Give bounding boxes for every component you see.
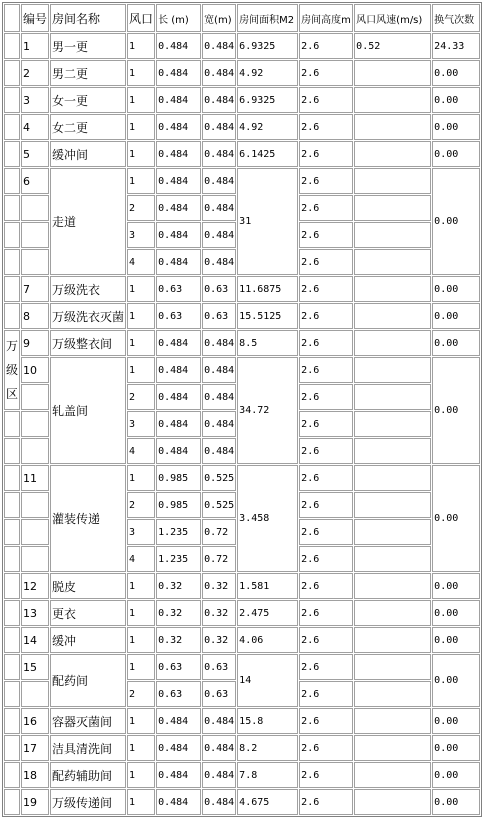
table-row xyxy=(4,33,480,59)
room-no: 14 xyxy=(21,627,49,653)
room-height: 2.6 xyxy=(299,735,353,761)
air-changes: 0.00 xyxy=(432,141,480,167)
room-no: 11 xyxy=(21,465,49,491)
room-area: 34.72 xyxy=(237,357,298,464)
vent-length: 0.484 xyxy=(156,330,201,356)
air-changes: 0.00 xyxy=(432,465,480,572)
room-height: 2.6 xyxy=(299,492,353,518)
room-height: 2.6 xyxy=(299,195,353,221)
vent-speed-empty xyxy=(354,222,431,248)
table-row xyxy=(4,789,480,815)
vent-width: 0.484 xyxy=(202,168,236,194)
table-row xyxy=(4,708,480,734)
vent-length: 1.235 xyxy=(156,519,201,545)
room-no xyxy=(21,222,49,248)
vent-no: 2 xyxy=(127,195,155,221)
vent-width: 0.484 xyxy=(202,60,236,86)
vent-speed xyxy=(354,141,431,167)
vent-width: 0.32 xyxy=(202,573,236,599)
vent-speed xyxy=(354,654,431,680)
vent-length: 0.484 xyxy=(156,114,201,140)
col-header-width: 宽(m) xyxy=(202,4,236,32)
vent-speed-empty xyxy=(354,519,431,545)
vent-length: 1.235 xyxy=(156,546,201,572)
room-height: 2.6 xyxy=(299,114,353,140)
vent-speed xyxy=(354,708,431,734)
room-height: 2.6 xyxy=(299,411,353,437)
table-row xyxy=(4,762,480,788)
room-height: 2.6 xyxy=(299,465,353,491)
zone-cell xyxy=(4,141,20,167)
vent-length: 0.484 xyxy=(156,141,201,167)
vent-speed-empty xyxy=(354,411,431,437)
room-height: 2.6 xyxy=(299,330,353,356)
table-row xyxy=(4,627,480,653)
vent-speed xyxy=(354,114,431,140)
vent-no: 3 xyxy=(127,411,155,437)
room-name: 更衣 xyxy=(50,600,126,626)
vent-length: 0.484 xyxy=(156,708,201,734)
room-no xyxy=(21,492,49,518)
air-changes: 0.00 xyxy=(432,600,480,626)
vent-no: 2 xyxy=(127,681,155,707)
vent-speed xyxy=(354,600,431,626)
zone-cell xyxy=(4,492,20,518)
room-area: 6.1425 xyxy=(237,141,298,167)
vent-speed xyxy=(354,303,431,329)
room-height: 2.6 xyxy=(299,438,353,464)
zone-cell xyxy=(4,681,20,707)
vent-width: 0.484 xyxy=(202,87,236,113)
zone-cell xyxy=(4,249,20,275)
room-height: 2.6 xyxy=(299,249,353,275)
vent-length: 0.985 xyxy=(156,465,201,491)
room-height: 2.6 xyxy=(299,789,353,815)
vent-width: 0.484 xyxy=(202,195,236,221)
room-area: 4.675 xyxy=(237,789,298,815)
vent-no: 1 xyxy=(127,465,155,491)
vent-width: 0.484 xyxy=(202,114,236,140)
room-name: 万级整衣间 xyxy=(50,330,126,356)
vent-length: 0.63 xyxy=(156,681,201,707)
corner-cell xyxy=(4,4,20,32)
table-row xyxy=(4,114,480,140)
room-no: 7 xyxy=(21,276,49,302)
room-area: 2.475 xyxy=(237,600,298,626)
air-changes: 0.00 xyxy=(432,60,480,86)
vent-no: 1 xyxy=(127,87,155,113)
vent-no: 1 xyxy=(127,762,155,788)
vent-length: 0.985 xyxy=(156,492,201,518)
room-no: 3 xyxy=(21,87,49,113)
vent-speed xyxy=(354,762,431,788)
col-header-no: 编号 xyxy=(21,4,49,32)
room-height: 2.6 xyxy=(299,87,353,113)
vent-length: 0.484 xyxy=(156,195,201,221)
vent-width: 0.525 xyxy=(202,465,236,491)
room-no: 2 xyxy=(21,60,49,86)
vent-speed-empty xyxy=(354,681,431,707)
col-header-area: 房间面积M2 xyxy=(237,4,298,32)
air-changes: 0.00 xyxy=(432,762,480,788)
room-no: 1 xyxy=(21,33,49,59)
vent-width: 0.484 xyxy=(202,411,236,437)
vent-no: 1 xyxy=(127,114,155,140)
zone-cell xyxy=(4,276,20,302)
vent-length: 0.484 xyxy=(156,87,201,113)
vent-length: 0.484 xyxy=(156,384,201,410)
room-height: 2.6 xyxy=(299,168,353,194)
room-name: 走道 xyxy=(50,168,126,275)
vent-width: 0.484 xyxy=(202,357,236,383)
vent-width: 0.63 xyxy=(202,276,236,302)
zone-cell xyxy=(4,735,20,761)
vent-width: 0.32 xyxy=(202,600,236,626)
vent-speed xyxy=(354,276,431,302)
vent-speed-empty xyxy=(354,384,431,410)
room-name: 万级洗衣 xyxy=(50,276,126,302)
table-row xyxy=(4,654,480,680)
room-height: 2.6 xyxy=(299,519,353,545)
air-changes: 24.33 xyxy=(432,33,480,59)
vent-speed-empty xyxy=(354,438,431,464)
room-name: 女一更 xyxy=(50,87,126,113)
room-area: 8.5 xyxy=(237,330,298,356)
room-no: 13 xyxy=(21,600,49,626)
vent-no: 1 xyxy=(127,330,155,356)
vent-length: 0.484 xyxy=(156,357,201,383)
vent-no: 1 xyxy=(127,735,155,761)
vent-no: 1 xyxy=(127,303,155,329)
room-no xyxy=(21,438,49,464)
vent-width: 0.484 xyxy=(202,438,236,464)
room-no xyxy=(21,546,49,572)
col-header-name: 房间名称 xyxy=(50,4,126,32)
col-header-height: 房间高度m xyxy=(299,4,353,32)
room-height: 2.6 xyxy=(299,33,353,59)
vent-length: 0.63 xyxy=(156,276,201,302)
room-no: 5 xyxy=(21,141,49,167)
room-name: 男二更 xyxy=(50,60,126,86)
table-row xyxy=(4,276,480,302)
room-no: 8 xyxy=(21,303,49,329)
room-area: 14 xyxy=(237,654,298,707)
table-row xyxy=(4,465,480,491)
col-header-ach: 换气次数 xyxy=(432,4,480,32)
room-name: 洁具清洗间 xyxy=(50,735,126,761)
vent-length: 0.484 xyxy=(156,249,201,275)
room-no: 9 xyxy=(21,330,49,356)
vent-no: 1 xyxy=(127,789,155,815)
zone-cell xyxy=(4,708,20,734)
vent-no: 2 xyxy=(127,384,155,410)
room-no xyxy=(21,681,49,707)
air-changes: 0.00 xyxy=(432,114,480,140)
air-changes: 0.00 xyxy=(432,627,480,653)
room-height: 2.6 xyxy=(299,222,353,248)
vent-no: 1 xyxy=(127,600,155,626)
room-area: 6.9325 xyxy=(237,87,298,113)
air-changes: 0.00 xyxy=(432,303,480,329)
room-area: 15.8 xyxy=(237,708,298,734)
zone-cell xyxy=(4,60,20,86)
vent-no: 2 xyxy=(127,492,155,518)
zone-cell xyxy=(4,411,20,437)
room-name: 缓冲 xyxy=(50,627,126,653)
air-changes: 0.00 xyxy=(432,735,480,761)
vent-width: 0.72 xyxy=(202,546,236,572)
vent-speed-empty xyxy=(354,195,431,221)
vent-width: 0.484 xyxy=(202,330,236,356)
vent-width: 0.63 xyxy=(202,303,236,329)
vent-speed xyxy=(354,465,431,491)
room-name: 配药间 xyxy=(50,654,126,707)
vent-width: 0.484 xyxy=(202,33,236,59)
zone-cell xyxy=(4,465,20,491)
room-area: 4.92 xyxy=(237,60,298,86)
col-header-length: 长 (m) xyxy=(156,4,201,32)
air-changes: 0.00 xyxy=(432,357,480,464)
room-no: 4 xyxy=(21,114,49,140)
vent-no: 1 xyxy=(127,654,155,680)
table-row xyxy=(4,141,480,167)
room-area: 8.2 xyxy=(237,735,298,761)
table-row xyxy=(4,573,480,599)
room-name: 容器灭菌间 xyxy=(50,708,126,734)
vent-length: 0.484 xyxy=(156,789,201,815)
vent-length: 0.484 xyxy=(156,735,201,761)
room-height: 2.6 xyxy=(299,573,353,599)
air-changes: 0.00 xyxy=(432,708,480,734)
room-no: 6 xyxy=(21,168,49,194)
air-changes: 0.00 xyxy=(432,789,480,815)
room-no: 10 xyxy=(21,357,49,383)
room-area: 15.5125 xyxy=(237,303,298,329)
zone-cell xyxy=(4,195,20,221)
room-no: 16 xyxy=(21,708,49,734)
zone-cell xyxy=(4,519,20,545)
room-no xyxy=(21,249,49,275)
vent-width: 0.484 xyxy=(202,249,236,275)
room-height: 2.6 xyxy=(299,546,353,572)
vent-width: 0.484 xyxy=(202,708,236,734)
room-area: 4.92 xyxy=(237,114,298,140)
room-area: 3.458 xyxy=(237,465,298,572)
vent-no: 4 xyxy=(127,249,155,275)
room-name: 男一更 xyxy=(50,33,126,59)
table-row xyxy=(4,357,480,383)
vent-no: 4 xyxy=(127,546,155,572)
zone-cell xyxy=(4,762,20,788)
room-no xyxy=(21,411,49,437)
vent-width: 0.525 xyxy=(202,492,236,518)
vent-no: 3 xyxy=(127,519,155,545)
vent-speed xyxy=(354,789,431,815)
table-row xyxy=(4,330,480,356)
room-name: 轧盖间 xyxy=(50,357,126,464)
air-changes: 0.00 xyxy=(432,87,480,113)
room-height: 2.6 xyxy=(299,60,353,86)
vent-length: 0.484 xyxy=(156,33,201,59)
room-height: 2.6 xyxy=(299,708,353,734)
vent-speed xyxy=(354,60,431,86)
vent-width: 0.72 xyxy=(202,519,236,545)
room-no: 18 xyxy=(21,762,49,788)
zone-cell xyxy=(4,168,20,194)
zone-cell xyxy=(4,789,20,815)
vent-speed xyxy=(354,168,431,194)
vent-speed-empty xyxy=(354,492,431,518)
vent-length: 0.484 xyxy=(156,411,201,437)
room-no: 12 xyxy=(21,573,49,599)
zone-cell xyxy=(4,438,20,464)
table-row xyxy=(4,168,480,194)
room-no: 19 xyxy=(21,789,49,815)
zone-cell xyxy=(4,654,20,680)
room-name: 缓冲间 xyxy=(50,141,126,167)
room-name: 万级传递间 xyxy=(50,789,126,815)
room-name: 脱皮 xyxy=(50,573,126,599)
zone-cell xyxy=(4,87,20,113)
air-changes: 0.00 xyxy=(432,276,480,302)
vent-length: 0.484 xyxy=(156,60,201,86)
room-name: 女二更 xyxy=(50,114,126,140)
room-area: 7.8 xyxy=(237,762,298,788)
zone-cell xyxy=(4,573,20,599)
vent-length: 0.484 xyxy=(156,762,201,788)
vent-speed xyxy=(354,330,431,356)
vent-width: 0.484 xyxy=(202,735,236,761)
room-no: 15 xyxy=(21,654,49,680)
vent-no: 1 xyxy=(127,573,155,599)
zone-cell xyxy=(4,303,20,329)
vent-speed: 0.52 xyxy=(354,33,431,59)
vent-no: 1 xyxy=(127,627,155,653)
vent-width: 0.63 xyxy=(202,681,236,707)
room-area: 31 xyxy=(237,168,298,275)
vent-no: 1 xyxy=(127,276,155,302)
vent-length: 0.484 xyxy=(156,168,201,194)
vent-length: 0.63 xyxy=(156,303,201,329)
air-change-table xyxy=(2,2,482,817)
zone-cell xyxy=(4,627,20,653)
vent-no: 1 xyxy=(127,141,155,167)
table-row xyxy=(4,303,480,329)
header-row xyxy=(4,4,480,32)
vent-width: 0.484 xyxy=(202,141,236,167)
room-no xyxy=(21,384,49,410)
zone-cell xyxy=(4,600,20,626)
vent-length: 0.484 xyxy=(156,438,201,464)
vent-width: 0.484 xyxy=(202,762,236,788)
room-name: 灌装传递 xyxy=(50,465,126,572)
zone-label: 万级区 xyxy=(4,330,20,410)
vent-speed xyxy=(354,627,431,653)
air-changes: 0.00 xyxy=(432,330,480,356)
table-row xyxy=(4,60,480,86)
table-row xyxy=(4,735,480,761)
room-area: 4.06 xyxy=(237,627,298,653)
vent-no: 1 xyxy=(127,33,155,59)
vent-speed-empty xyxy=(354,249,431,275)
vent-speed xyxy=(354,573,431,599)
room-height: 2.6 xyxy=(299,600,353,626)
vent-no: 1 xyxy=(127,168,155,194)
room-no xyxy=(21,195,49,221)
vent-length: 0.32 xyxy=(156,600,201,626)
room-height: 2.6 xyxy=(299,357,353,383)
zone-cell xyxy=(4,33,20,59)
zone-cell xyxy=(4,222,20,248)
room-name: 配药辅助间 xyxy=(50,762,126,788)
vent-no: 1 xyxy=(127,708,155,734)
vent-width: 0.484 xyxy=(202,384,236,410)
vent-length: 0.63 xyxy=(156,654,201,680)
vent-no: 1 xyxy=(127,357,155,383)
vent-width: 0.484 xyxy=(202,222,236,248)
room-no xyxy=(21,519,49,545)
vent-length: 0.32 xyxy=(156,627,201,653)
room-height: 2.6 xyxy=(299,627,353,653)
table-row xyxy=(4,600,480,626)
room-height: 2.6 xyxy=(299,141,353,167)
vent-width: 0.32 xyxy=(202,627,236,653)
vent-length: 0.32 xyxy=(156,573,201,599)
room-height: 2.6 xyxy=(299,681,353,707)
vent-no: 3 xyxy=(127,222,155,248)
air-changes: 0.00 xyxy=(432,654,480,707)
room-area: 6.9325 xyxy=(237,33,298,59)
room-area: 11.6875 xyxy=(237,276,298,302)
room-height: 2.6 xyxy=(299,303,353,329)
zone-cell xyxy=(4,114,20,140)
table-row xyxy=(4,87,480,113)
room-no: 17 xyxy=(21,735,49,761)
air-changes: 0.00 xyxy=(432,573,480,599)
room-height: 2.6 xyxy=(299,276,353,302)
vent-speed-empty xyxy=(354,546,431,572)
zone-cell xyxy=(4,546,20,572)
vent-width: 0.484 xyxy=(202,789,236,815)
air-changes: 0.00 xyxy=(432,168,480,275)
vent-length: 0.484 xyxy=(156,222,201,248)
vent-speed xyxy=(354,87,431,113)
col-header-vent: 风口 xyxy=(127,4,155,32)
room-height: 2.6 xyxy=(299,762,353,788)
room-name: 万级洗衣灭菌 xyxy=(50,303,126,329)
room-height: 2.6 xyxy=(299,384,353,410)
vent-no: 4 xyxy=(127,438,155,464)
vent-no: 1 xyxy=(127,60,155,86)
room-height: 2.6 xyxy=(299,654,353,680)
vent-speed xyxy=(354,357,431,383)
vent-width: 0.63 xyxy=(202,654,236,680)
vent-speed xyxy=(354,735,431,761)
room-area: 1.581 xyxy=(237,573,298,599)
col-header-speed: 风口风速(m/s) xyxy=(354,4,431,32)
